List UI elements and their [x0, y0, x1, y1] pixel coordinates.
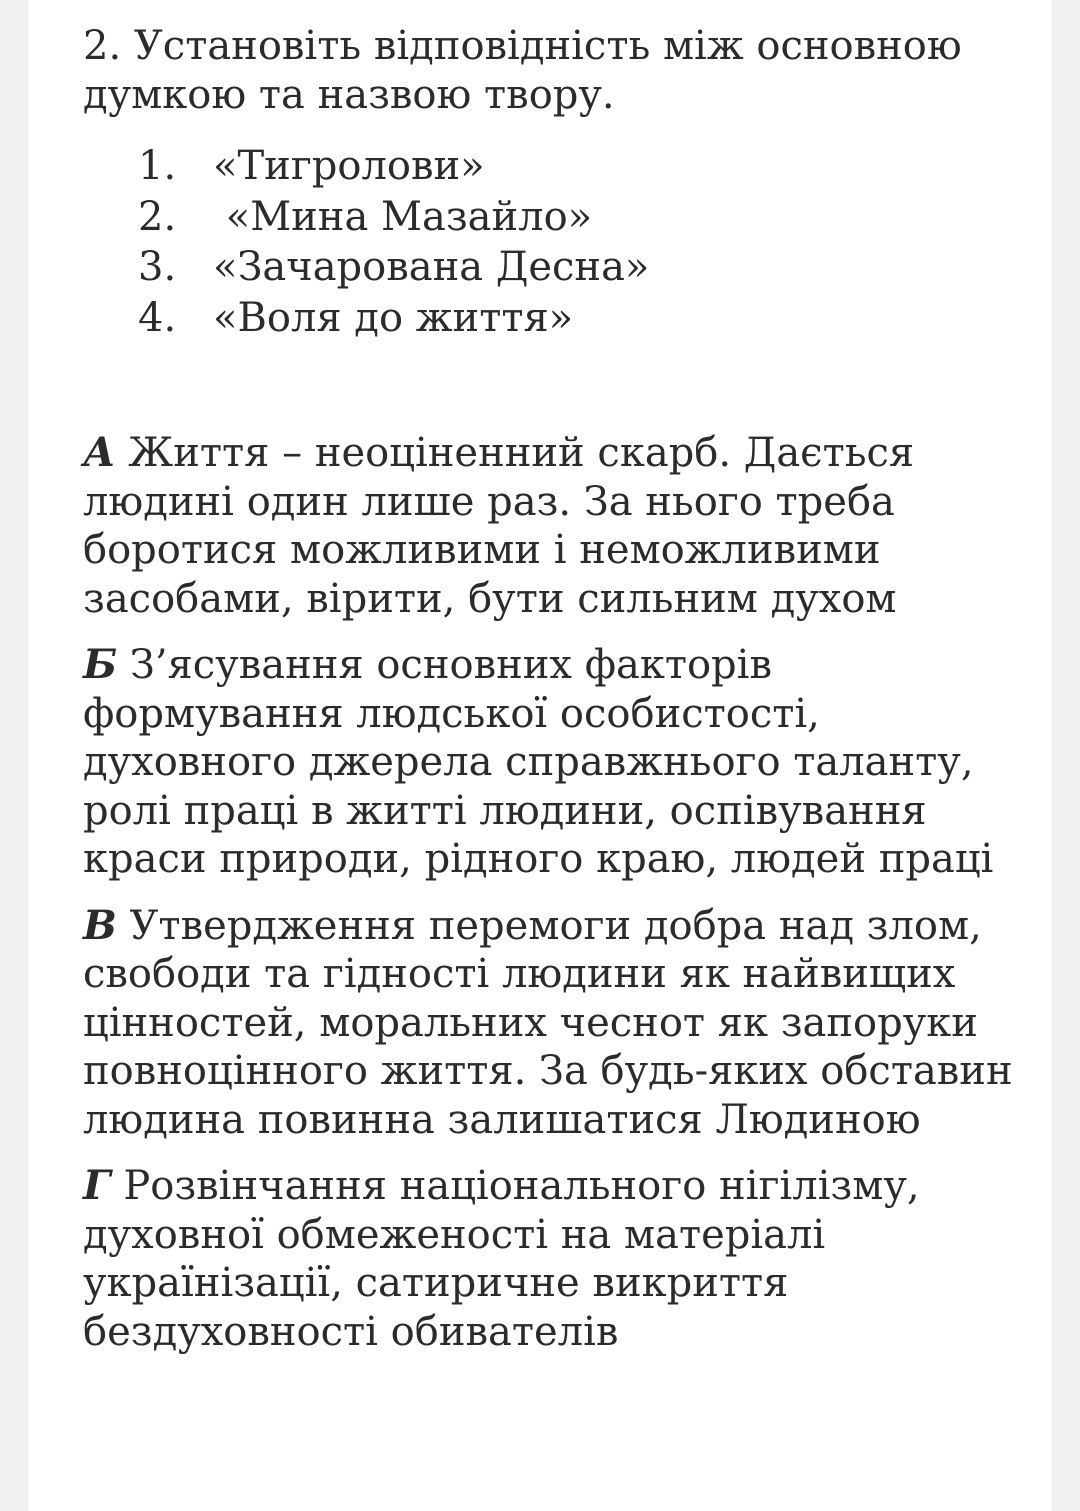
option-text: З’ясування основних факторів формування людської особистості, духовного джерела справжнього таланту, ролі праці в житті людини, оспівування краси природи, рідного краю, людей праці [83, 642, 994, 882]
work-number: 1. [138, 143, 177, 189]
option-letter: Г [83, 1162, 111, 1209]
list-item [83, 141, 1043, 192]
work-title: «Мина Мазайло» [213, 193, 593, 240]
work-title: «Воля до життя» [213, 294, 574, 341]
task-heading: 2. Установіть відповідність між основною думкою та назвою твору. [83, 23, 962, 118]
list-item [83, 242, 1043, 293]
work-title: «Зачарована Десна» [213, 244, 650, 290]
work-number: 3. [138, 244, 177, 290]
option-text: Розвінчання національного нігілізму, духовної обмеженості на матеріалі українізації, сатиричне викриття бездуховності обивателів [83, 1163, 920, 1355]
option-d-paragraph [83, 1162, 1043, 1356]
list-item [83, 293, 1043, 344]
option-letter: Б [83, 641, 118, 688]
works-list [83, 141, 1043, 343]
option-text: Утвердження перемоги добра над злом, свободи та гідності людини як найвищих цінностей, моральних чеснот як запоруки повноцінного життя. За будь-яких обставин людина повинна залишатися Людиною [83, 902, 1013, 1143]
option-letter: А [83, 429, 116, 476]
option-c-paragraph [83, 902, 1043, 1145]
work-number: 4. [138, 294, 177, 341]
option-letter: В [83, 901, 117, 949]
document-page [28, 0, 1052, 1511]
work-title: «Тигролови» [213, 143, 485, 189]
option-a-paragraph [83, 429, 1043, 623]
work-number: 2. [138, 193, 177, 240]
option-text: Життя – неоціненний скарб. Дається людині один лише раз. За нього треба боротися можливими і неможливими засобами, вірити, бути сильним духом [83, 430, 915, 622]
document-content [83, 22, 1043, 1356]
option-b-paragraph [83, 641, 1043, 884]
list-item [83, 192, 1043, 243]
